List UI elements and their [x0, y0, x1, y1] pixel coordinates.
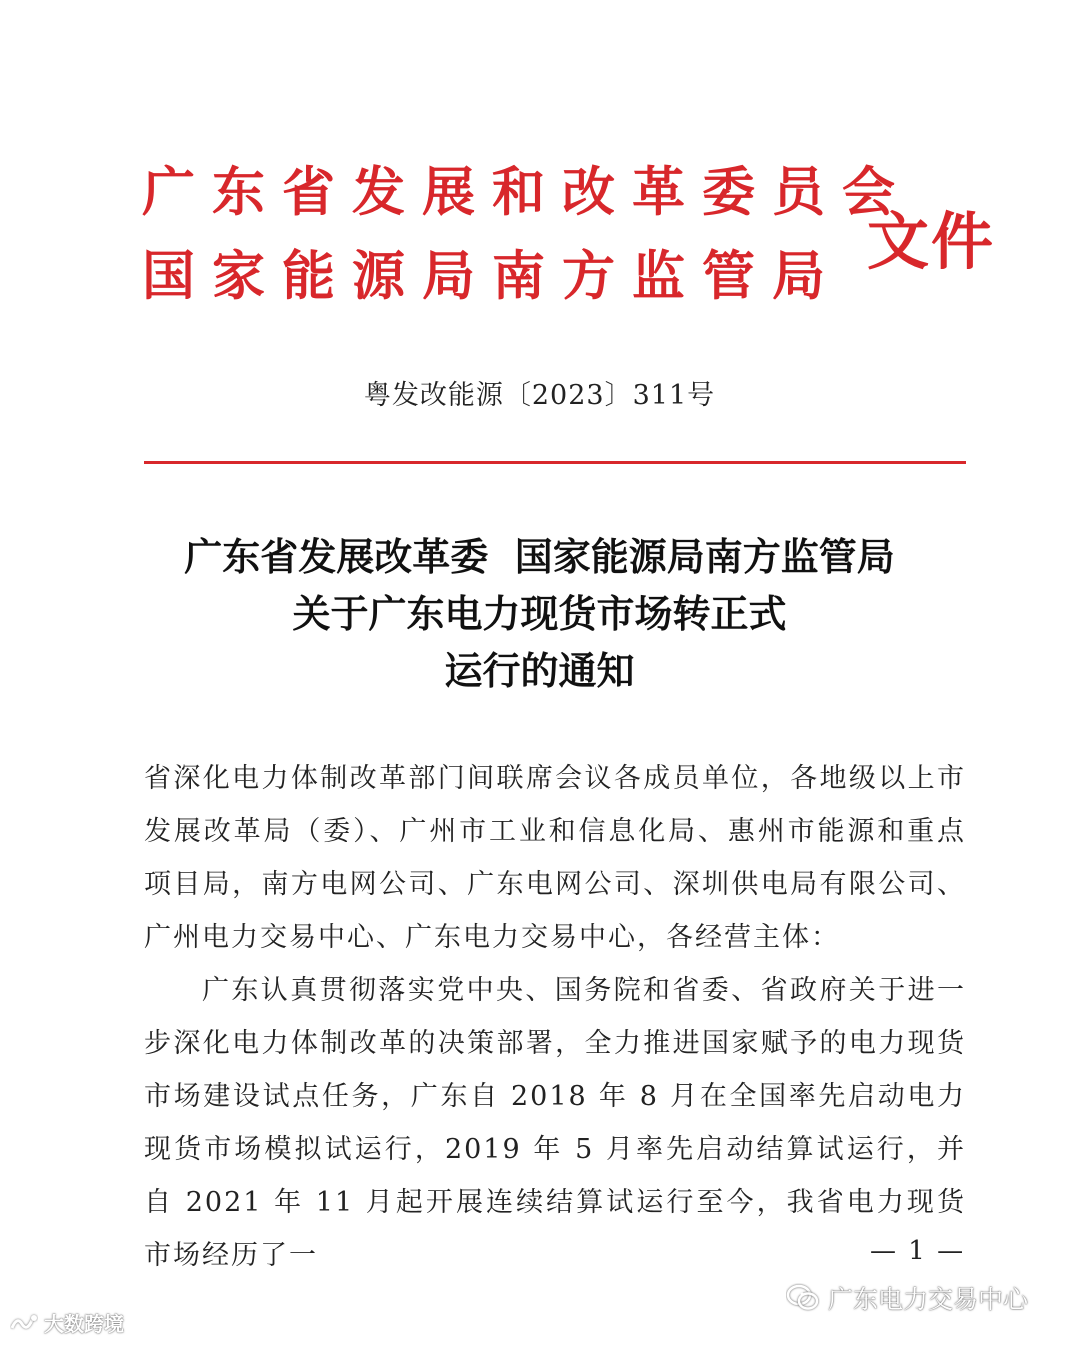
title-line-2: 关于广东电力现货市场转正式: [292, 591, 787, 636]
document-title: [0, 528, 1079, 699]
title-line-3: 运行的通知: [444, 648, 635, 693]
watermark-left-text: 大数跨境: [44, 1312, 124, 1336]
title-line-1: 广东省发展改革委 国家能源局南方监管局: [184, 534, 895, 579]
watermark-left: [10, 1308, 124, 1337]
issuer-line-2: 国家能源局南方监管局: [142, 245, 842, 307]
wave-logo-icon: [10, 1312, 38, 1334]
page-number: — 1 —: [870, 1236, 966, 1266]
wechat-icon: [786, 1283, 820, 1313]
document-body: [144, 752, 966, 1282]
addressee-paragraph: 省深化电力体制改革部门间联席会议各成员单位，各地级以上市发展改革局（委）、广州市工业和信息化局、惠州市能源和重点项目局，南方电网公司、广东电网公司、深圳供电局有限公司、广州电力交易中心、广东电力交易中心，各经营主体：: [144, 763, 966, 953]
watermark-right-text: 广东电力交易中心: [828, 1285, 1029, 1314]
red-divider: [144, 461, 966, 464]
document-type-label: 文件: [867, 205, 996, 278]
body-paragraph: 广东认真贯彻落实党中央、国务院和省委、省政府关于进一步深化电力体制改革的决策部署，全力推进国家赋予的电力现货市场建设试点任务，广东自 2018 年 8 月在全国率先启动电力现货市场模拟试运行，2019 年 5 月率先启动结算试运行，并自 2021 年 11 月起开展连续结算试运行至今，我省电力现货市场经历了一: [144, 975, 966, 1271]
document-number: 粤发改能源〔2023〕311号: [363, 380, 716, 411]
issuer-line-1: 广东省发展和改革委员会: [142, 161, 912, 223]
document-header: [142, 162, 1022, 312]
watermark-right: [786, 1280, 1028, 1316]
